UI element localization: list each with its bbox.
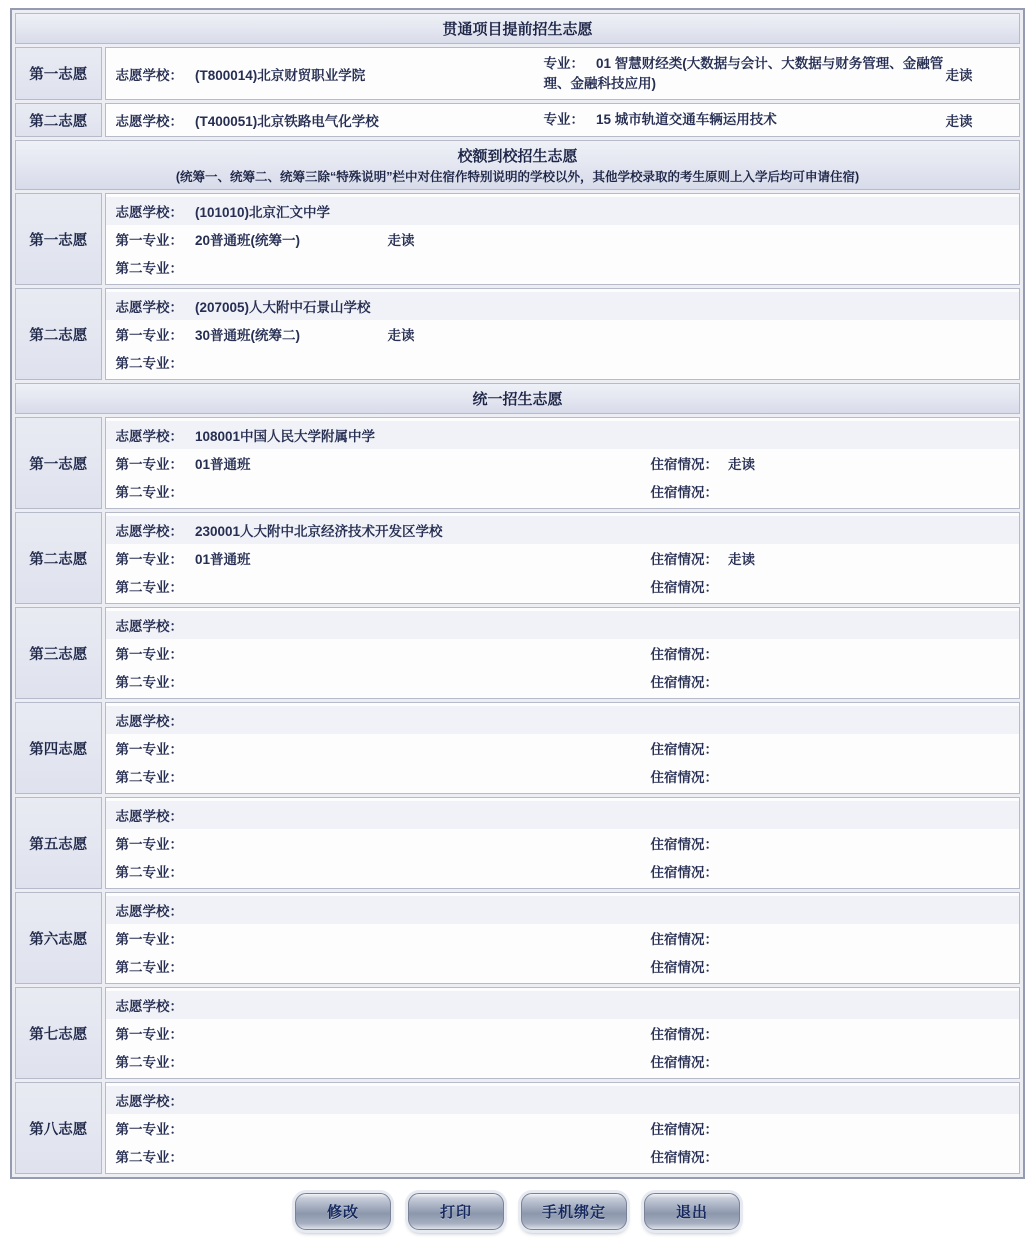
section-note: (统筹一、统筹二、统筹三除“特殊说明”栏中对住宿作特别说明的学校以外，其他学校录取的考生原则上入学后均可申请住宿) <box>175 170 860 185</box>
tongyi-row-6 <box>15 892 1020 984</box>
modify-button[interactable]: 修改 <box>295 1193 391 1230</box>
school-label: 志愿学校： <box>115 619 183 635</box>
boarding-value: 走读 <box>387 328 415 344</box>
boarding-status-label: 住宿情况： <box>650 742 718 758</box>
first-major-line <box>106 225 1020 253</box>
boarding-status-label: 住宿情况： <box>650 675 718 691</box>
boarding-status-label: 住宿情况： <box>650 580 718 596</box>
school-label: 志愿学校： <box>115 524 183 540</box>
second-major-label: 第二专业： <box>115 261 183 277</box>
first-major-value: 01普通班 <box>195 552 251 568</box>
preference-line <box>106 51 1020 96</box>
choice-label: 第六志愿 <box>15 892 102 984</box>
second-major-label: 第二专业： <box>115 1150 183 1166</box>
xiaoe-row-1 <box>15 193 1020 285</box>
first-major-label: 第一专业： <box>115 1122 183 1138</box>
second-major-label: 第二专业： <box>115 865 183 881</box>
tongyi-row-7 <box>15 987 1020 1079</box>
choice-label: 第二志愿 <box>15 103 102 137</box>
row-content <box>105 193 1021 285</box>
section-title: 校额到校招生志愿 <box>457 148 578 166</box>
choice-label: 第七志愿 <box>15 987 102 1079</box>
first-major-label: 第一专业： <box>115 552 183 568</box>
boarding-status-label: 住宿情况： <box>650 1055 718 1071</box>
boarding-status <box>651 833 729 853</box>
section-header-xiaoe <box>15 140 1020 190</box>
section-title: 贯通项目提前招生志愿 <box>442 21 593 38</box>
boarding-status-label: 住宿情况： <box>650 552 718 568</box>
school-label: 志愿学校： <box>115 904 183 920</box>
boarding-status <box>651 576 729 596</box>
section-header-row-tongyi <box>15 383 1020 414</box>
school-label: 志愿学校： <box>115 999 183 1015</box>
first-major-line <box>106 639 1020 667</box>
major-label: 专业： <box>543 112 584 128</box>
school-value: 108001中国人民大学附属中学 <box>195 429 376 445</box>
first-major-line <box>106 544 1020 572</box>
boarding-value: 走读 <box>387 233 415 249</box>
second-major-line <box>106 1142 1020 1170</box>
xiaoe-row-2 <box>15 288 1020 380</box>
boarding-status <box>651 1118 729 1138</box>
second-major-line <box>106 667 1020 695</box>
boarding-status <box>651 481 729 501</box>
first-major-line <box>106 734 1020 762</box>
school-value: (T400051)北京铁路电气化学校 <box>195 114 379 130</box>
second-major-label: 第二专业： <box>115 675 183 691</box>
tongyi-row-4 <box>15 702 1020 794</box>
phone-bind-button[interactable]: 手机绑定 <box>521 1193 627 1230</box>
boarding-status <box>651 671 729 691</box>
major-value: 01 智慧财经类(大数据与会计、大数据与财务管理、金融管理、金融科技应用) <box>543 56 944 91</box>
school-value: (207005)人大附中石景山学校 <box>195 300 371 316</box>
print-button[interactable]: 打印 <box>408 1193 504 1230</box>
second-major-line <box>106 952 1020 980</box>
school-label: 志愿学校： <box>115 809 183 825</box>
boarding-value: 走读 <box>945 67 973 83</box>
boarding-value: 走读 <box>945 114 973 130</box>
tongyi-row-1 <box>15 417 1020 509</box>
school-value: 230001人大附中北京经济技术开发区学校 <box>195 524 443 540</box>
boarding-status <box>651 548 756 568</box>
first-major-label: 第一专业： <box>115 742 183 758</box>
first-major-line <box>106 829 1020 857</box>
major-field <box>544 110 946 130</box>
boarding-status <box>651 861 729 881</box>
school-label: 志愿学校： <box>115 1094 183 1110</box>
first-major-label: 第一专业： <box>115 233 183 249</box>
boarding-status-label: 住宿情况： <box>650 865 718 881</box>
row-content <box>105 512 1021 604</box>
school-line <box>106 611 1020 639</box>
boarding-status-label: 住宿情况： <box>650 457 718 473</box>
section-header-tongyi <box>15 383 1020 414</box>
school-line <box>106 896 1020 924</box>
boarding-status-value: 走读 <box>728 552 755 568</box>
second-major-line <box>106 857 1020 885</box>
row-content <box>105 417 1021 509</box>
section-header-row-guantong <box>15 13 1020 44</box>
choice-label: 第五志愿 <box>15 797 102 889</box>
first-major-label: 第一专业： <box>115 328 183 344</box>
guantong-row-1 <box>15 47 1020 100</box>
row-content <box>105 1082 1021 1174</box>
row-content <box>105 797 1021 889</box>
tongyi-row-2 <box>15 512 1020 604</box>
second-major-line <box>106 572 1020 600</box>
row-content <box>105 607 1021 699</box>
row-content <box>105 288 1021 380</box>
first-major-line <box>106 449 1020 477</box>
exit-button[interactable]: 退出 <box>644 1193 740 1230</box>
boarding-status-label: 住宿情况： <box>650 647 718 663</box>
school-label: 志愿学校： <box>115 714 183 730</box>
school-line <box>106 801 1020 829</box>
boarding-status-label: 住宿情况： <box>650 960 718 976</box>
school-label: 志愿学校： <box>115 114 183 130</box>
second-major-line <box>106 477 1020 505</box>
major-label: 专业： <box>543 56 584 71</box>
first-major-line <box>106 924 1020 952</box>
boarding-status-label: 住宿情况： <box>650 1150 718 1166</box>
boarding-status-label: 住宿情况： <box>650 770 718 786</box>
row-content <box>105 987 1021 1079</box>
first-major-line <box>106 320 1020 348</box>
action-button-bar <box>0 1193 1035 1230</box>
first-major-label: 第一专业： <box>115 932 183 948</box>
section-title: 统一招生志愿 <box>472 391 563 409</box>
first-major-label: 第一专业： <box>115 647 183 663</box>
first-major-label: 第一专业： <box>115 837 183 853</box>
school-value: (T800014)北京财贸职业学院 <box>195 67 366 83</box>
first-major-line <box>106 1114 1020 1142</box>
choice-label: 第一志愿 <box>15 193 102 285</box>
tongyi-row-5 <box>15 797 1020 889</box>
school-line <box>106 516 1020 544</box>
major-value: 15 城市轨道交通车辆运用技术 <box>596 112 777 128</box>
second-major-label: 第二专业： <box>115 960 183 976</box>
first-major-label: 第一专业： <box>115 1027 183 1043</box>
choice-label: 第一志愿 <box>15 47 102 100</box>
boarding-status <box>651 928 729 948</box>
boarding-status <box>651 956 729 976</box>
boarding-status-label: 住宿情况： <box>650 1122 718 1138</box>
first-major-line <box>106 1019 1020 1047</box>
second-major-line <box>106 762 1020 790</box>
guantong-row-2 <box>15 103 1020 137</box>
school-line <box>106 706 1020 734</box>
choice-label: 第三志愿 <box>15 607 102 699</box>
choice-label: 第二志愿 <box>15 512 102 604</box>
school-line <box>106 1086 1020 1114</box>
row-content <box>105 103 1021 137</box>
volunteer-table <box>10 8 1025 1179</box>
choice-label: 第四志愿 <box>15 702 102 794</box>
boarding-status <box>651 1023 729 1043</box>
boarding-status <box>651 766 729 786</box>
school-line <box>106 421 1020 449</box>
school-label: 志愿学校： <box>115 67 183 83</box>
section-header-row-xiaoe <box>15 140 1020 190</box>
first-major-label: 第一专业： <box>115 457 183 473</box>
school-line <box>106 292 1020 320</box>
second-major-line <box>106 1047 1020 1075</box>
boarding-status-label: 住宿情况： <box>650 932 718 948</box>
row-content <box>105 47 1021 100</box>
school-label: 志愿学校： <box>115 429 183 445</box>
school-value: (101010)北京汇文中学 <box>195 205 331 221</box>
section-header-guantong <box>15 13 1020 44</box>
second-major-label: 第二专业： <box>115 580 183 596</box>
school-field <box>116 64 544 84</box>
second-major-line <box>106 253 1020 281</box>
school-label: 志愿学校： <box>115 300 183 316</box>
school-line <box>106 197 1020 225</box>
first-major-value: 20普通班(统筹一) <box>195 233 301 249</box>
school-line <box>106 991 1020 1019</box>
tongyi-row-3 <box>15 607 1020 699</box>
preference-line <box>106 107 1020 133</box>
row-content <box>105 702 1021 794</box>
second-major-label: 第二专业： <box>115 770 183 786</box>
boarding-status <box>651 453 756 473</box>
second-major-label: 第二专业： <box>115 1055 183 1071</box>
second-major-label: 第二专业： <box>115 356 183 372</box>
second-major-label: 第二专业： <box>115 485 183 501</box>
boarding-status-label: 住宿情况： <box>650 1027 718 1043</box>
choice-label: 第二志愿 <box>15 288 102 380</box>
first-major-value: 01普通班 <box>195 457 251 473</box>
school-label: 志愿学校： <box>115 205 183 221</box>
choice-label: 第一志愿 <box>15 417 102 509</box>
boarding-status-label: 住宿情况： <box>650 485 718 501</box>
school-field <box>116 110 544 130</box>
boarding-status-label: 住宿情况： <box>650 837 718 853</box>
boarding-status <box>651 738 729 758</box>
tongyi-row-8 <box>15 1082 1020 1174</box>
row-content <box>105 892 1021 984</box>
first-major-value: 30普通班(统筹二) <box>195 328 301 344</box>
major-field <box>544 54 946 93</box>
choice-label: 第八志愿 <box>15 1082 102 1174</box>
second-major-line <box>106 348 1020 376</box>
boarding-status-value: 走读 <box>728 457 755 473</box>
boarding-status <box>651 643 729 663</box>
boarding-status <box>651 1146 729 1166</box>
boarding-status <box>651 1051 729 1071</box>
